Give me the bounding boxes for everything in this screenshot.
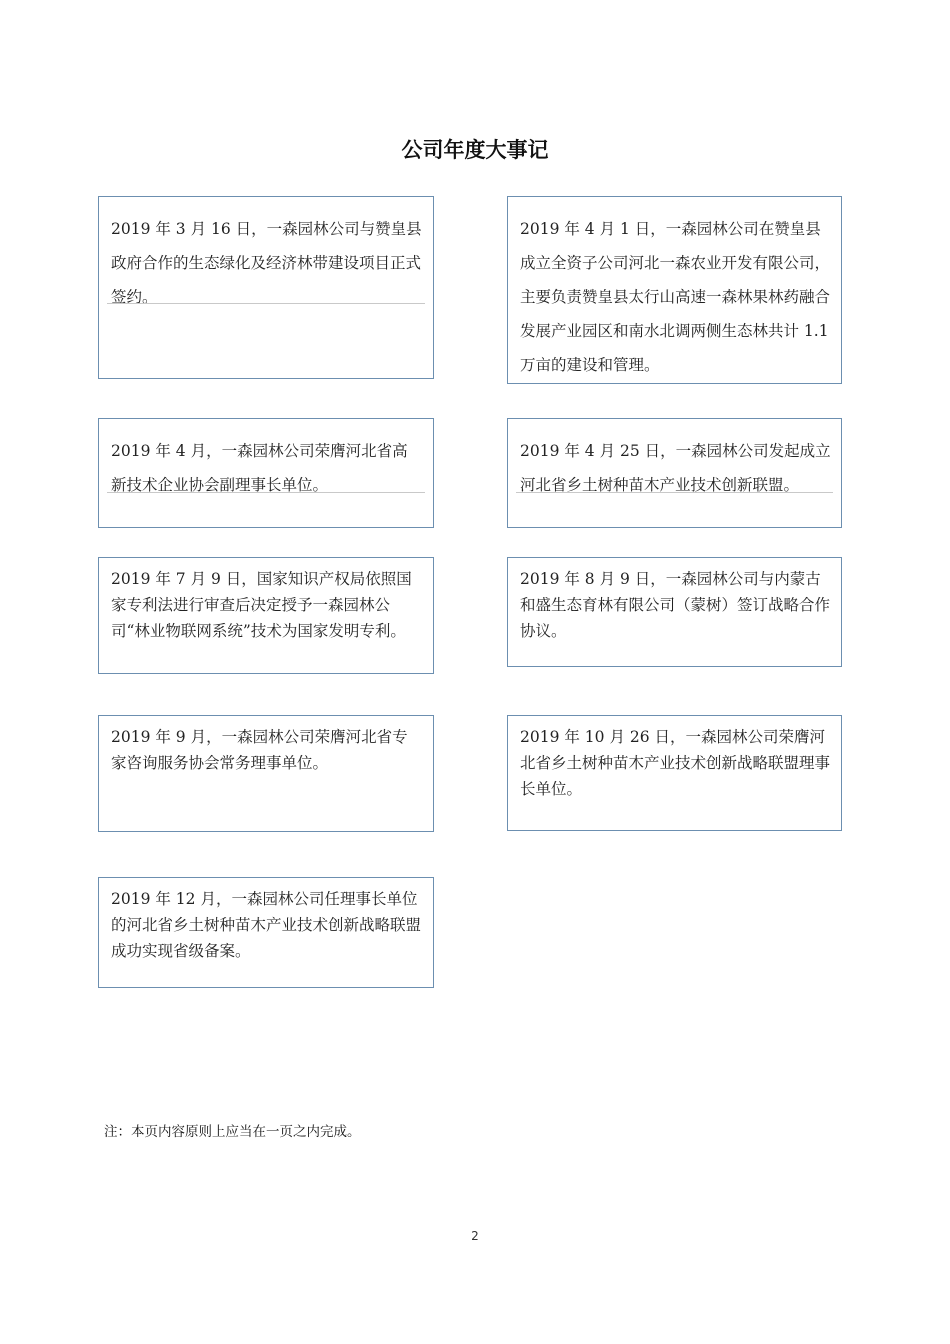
divider-line [107,492,425,493]
divider-line [516,492,833,493]
event-box-2019-03-16 [98,196,434,379]
event-box-2019-10-26 [507,715,842,831]
event-text: 2019 年 12 月，一森园林公司任理事长单位的河北省乡土树种苗木产业技术创新战略联盟成功实现省级备案。 [111,890,422,960]
event-box-2019-04-01 [507,196,842,384]
divider-line [107,303,425,304]
event-text: 2019 年 4 月，一森园林公司荣膺河北省高新技术企业协会副理事长单位。 [111,442,408,494]
event-box-2019-04 [98,418,434,528]
event-box-2019-04-25 [507,418,842,528]
page-note: 注：本页内容原则上应当在一页之内完成。 [104,1124,361,1140]
event-box-2019-08-09 [507,557,842,667]
event-text: 2019 年 8 月 9 日，一森园林公司与内蒙古和盛生态育林有限公司（蒙树）签订战略合作协议。 [520,570,831,640]
event-text: 2019 年 4 月 25 日，一森园林公司发起成立河北省乡土树种苗木产业技术创新联盟。 [520,442,831,494]
event-text: 2019 年 9 月，一森园林公司荣膺河北省专家咨询服务协会常务理事单位。 [111,728,408,772]
event-text: 2019 年 4 月 1 日，一森园林公司在赞皇县成立全资子公司河北一森农业开发有限公司，主要负责赞皇县太行山高速一森林果林药融合发展产业园区和南水北调两侧生态林共计 1.1 万亩的建设和管理。 [520,220,831,374]
page-number: 2 [471,1229,479,1243]
event-text: 2019 年 3 月 16 日，一森园林公司与赞皇县政府合作的生态绿化及经济林带建设项目正式签约。 [111,220,422,306]
event-text: 2019 年 7 月 9 日，国家知识产权局依照国家专利法进行审查后决定授予一森园林公司“林业物联网系统”技术为国家发明专利。 [111,570,412,640]
event-box-2019-12 [98,877,434,988]
page-title: 公司年度大事记 [401,138,549,162]
event-box-2019-09 [98,715,434,832]
event-text: 2019 年 10 月 26 日，一森园林公司荣膺河北省乡土树种苗木产业技术创新战略联盟理事长单位。 [520,728,831,798]
event-box-2019-07-09 [98,557,434,674]
